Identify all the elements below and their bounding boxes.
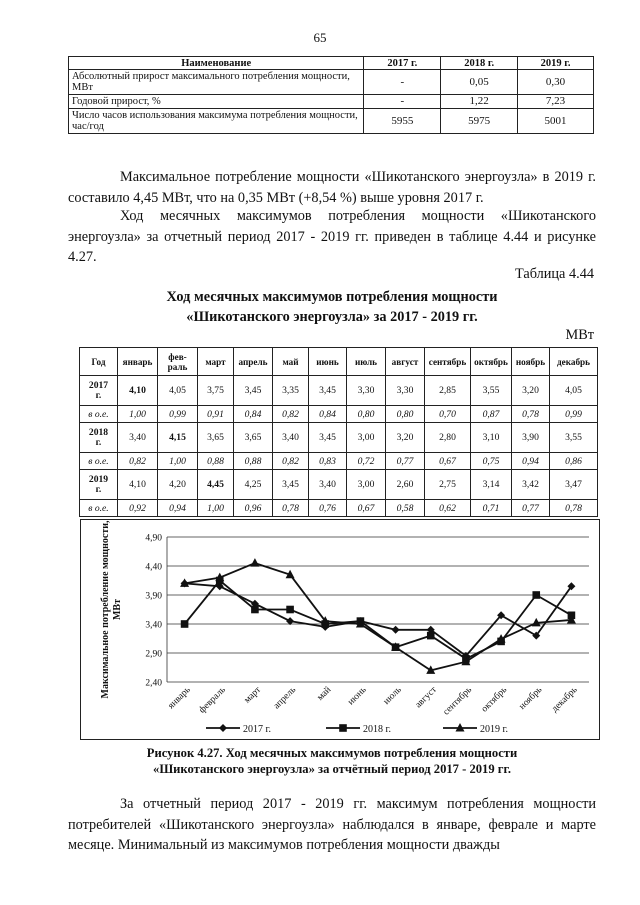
- cell: 0,80: [347, 406, 386, 423]
- paragraph-max-consumption: Максимальное потребление мощности «Шикотанского энергоузла» в 2019 г. составило 4,45 МВт, что на 0,35 МВт (+8,54 %) выше уровня 2017 г.: [68, 169, 596, 206]
- cell: 2,75: [425, 470, 471, 500]
- chart-frame: [80, 519, 600, 740]
- header-month: фев- раль: [158, 348, 198, 376]
- cell: 0,83: [309, 453, 347, 470]
- cell: 0,82: [273, 406, 309, 423]
- data-point-triangle: [250, 558, 259, 567]
- data-point-square: [427, 632, 435, 640]
- table-row-year: [80, 423, 598, 453]
- x-tick-label: июнь: [346, 685, 369, 708]
- paragraph-period-summary: За отчетный период 2017 - 2019 гг. максимум потребления мощности потребителей «Шикотанского энергоузла» наблюдался в январе, феврале и марте месяце. Минимальный из максимумов потребления мощности дважды: [68, 796, 596, 853]
- cell: 0,94: [158, 500, 198, 517]
- cell: 3,10: [471, 423, 512, 453]
- cell: -: [364, 95, 441, 109]
- cell: 0,76: [309, 500, 347, 517]
- unit-label: МВт: [565, 327, 594, 343]
- header-month: сентябрь: [425, 348, 471, 376]
- cell: 4,20: [158, 470, 198, 500]
- cell: 5975: [441, 109, 518, 134]
- data-point-diamond: [392, 626, 400, 634]
- cell: 3,45: [309, 376, 347, 406]
- cell: 1,00: [158, 453, 198, 470]
- y-tick-label: 4,90: [145, 533, 162, 544]
- series-line-1: [185, 583, 572, 656]
- cell: 0,58: [386, 500, 425, 517]
- table-header-row: [80, 348, 598, 376]
- y-tick-label: 2,90: [145, 649, 162, 660]
- y-tick-label: 3,40: [145, 620, 162, 631]
- header-name: Наименование: [69, 57, 364, 70]
- data-point-square: [251, 606, 259, 614]
- table-row: [69, 109, 594, 134]
- cell: 3,14: [471, 470, 512, 500]
- cell: 2,60: [386, 470, 425, 500]
- cell: 0,88: [234, 453, 273, 470]
- cell: 3,40: [273, 423, 309, 453]
- x-tick-label: октябрь: [479, 685, 510, 715]
- cell: 3,35: [273, 376, 309, 406]
- x-tick-label: август: [413, 685, 439, 711]
- x-tick-label: февраль: [197, 685, 228, 716]
- cell: 7,23: [518, 95, 594, 109]
- y-axis-label: Максимальное потребление мощности,: [100, 520, 111, 699]
- x-tick-label: ноябрь: [517, 685, 545, 712]
- cell: 0,30: [518, 70, 594, 95]
- cell: 0,72: [347, 453, 386, 470]
- header-month: август: [386, 348, 425, 376]
- cell: 3,90: [512, 423, 550, 453]
- power-growth-table: [68, 56, 594, 134]
- table-title-line: Ход месячных максимумов потребления мощности: [166, 289, 498, 305]
- cell: 3,30: [386, 376, 425, 406]
- legend-label: 2018 г.: [363, 724, 391, 735]
- table-title: [68, 287, 596, 327]
- row-label: 2019 г.: [80, 470, 118, 500]
- data-point-square: [532, 591, 540, 599]
- header-year: Год: [80, 348, 118, 376]
- cell: 4,25: [234, 470, 273, 500]
- x-tick-label: апрель: [271, 685, 299, 712]
- cell: 3,42: [512, 470, 550, 500]
- cell: 0,70: [425, 406, 471, 423]
- cell: 3,30: [347, 376, 386, 406]
- legend-marker-diamond: [219, 724, 227, 732]
- x-tick-label: июль: [381, 685, 404, 707]
- cell: 0,71: [471, 500, 512, 517]
- cell: 0,67: [347, 500, 386, 517]
- cell: 3,45: [309, 423, 347, 453]
- cell: 2,85: [425, 376, 471, 406]
- monthly-maxima-table: [79, 347, 598, 517]
- row-label: 2018 г.: [80, 423, 118, 453]
- header-month: январь: [118, 348, 158, 376]
- cell: 3,65: [234, 423, 273, 453]
- cell: 5001: [518, 109, 594, 134]
- cell: 0,82: [118, 453, 158, 470]
- cell: 3,00: [347, 470, 386, 500]
- table-row: [69, 70, 594, 95]
- cell: 4,05: [158, 376, 198, 406]
- cell: 0,92: [118, 500, 158, 517]
- x-tick-label: декабрь: [550, 685, 580, 715]
- cell: 0,99: [550, 406, 598, 423]
- table-row-year: [80, 470, 598, 500]
- cell: 3,40: [309, 470, 347, 500]
- paragraph-monthly-maxima: Ход месячных максимумов потребления мощности «Шикотанского энергоузла» за отчетный период 2017 - 2019 гг. приведен в таблице 4.44 и рисунке 4.27.: [68, 208, 596, 265]
- legend-label: 2019 г.: [480, 724, 508, 735]
- cell: 3,45: [234, 376, 273, 406]
- cell: 0,99: [158, 406, 198, 423]
- row-label: Число часов использования максимума потребления мощности, час/год: [69, 109, 364, 134]
- page-number: 65: [313, 30, 327, 45]
- y-axis-label: МВт: [112, 598, 123, 621]
- table-row-relative: [80, 453, 598, 470]
- cell: 3,00: [347, 423, 386, 453]
- caption-line: Рисунок 4.27. Ход месячных максимумов потребления мощности: [146, 746, 518, 760]
- series-line-2: [185, 581, 572, 659]
- series-line-3: [185, 563, 572, 670]
- cell: 0,78: [512, 406, 550, 423]
- data-point-square: [181, 620, 189, 628]
- table-row-year: [80, 376, 598, 406]
- x-tick-label: сентябрь: [441, 685, 475, 718]
- header-2017: 2017 г.: [364, 57, 441, 70]
- cell: 0,87: [471, 406, 512, 423]
- cell: 0,94: [512, 453, 550, 470]
- cell: 0,77: [512, 500, 550, 517]
- row-label: Абсолютный прирост максимального потребления мощности, МВт: [69, 70, 364, 95]
- row-label: в о.е.: [80, 406, 118, 423]
- x-tick-label: май: [315, 685, 334, 703]
- monthly-maxima-chart: [81, 520, 599, 739]
- cell: 4,05: [550, 376, 598, 406]
- cell: 3,75: [198, 376, 234, 406]
- cell: 3,47: [550, 470, 598, 500]
- cell: 3,20: [512, 376, 550, 406]
- row-label: 2017 г.: [80, 376, 118, 406]
- cell: 3,55: [471, 376, 512, 406]
- x-tick-label: январь: [166, 685, 193, 712]
- table-row-relative: [80, 406, 598, 423]
- cell: 0,05: [441, 70, 518, 95]
- row-label: в о.е.: [80, 500, 118, 517]
- header-month: июнь: [309, 348, 347, 376]
- cell: 3,65: [198, 423, 234, 453]
- cell: 0,86: [550, 453, 598, 470]
- data-point-square: [286, 606, 294, 614]
- caption-line: «Шикотанского энергоузла» за отчётный период 2017 - 2019 гг.: [153, 762, 511, 776]
- cell: 0,84: [234, 406, 273, 423]
- cell: 4,15: [158, 423, 198, 453]
- y-tick-label: 2,40: [145, 678, 162, 689]
- cell: 0,75: [471, 453, 512, 470]
- cell: 0,78: [273, 500, 309, 517]
- legend-marker-square: [339, 724, 347, 732]
- cell: 0,77: [386, 453, 425, 470]
- row-label: в о.е.: [80, 453, 118, 470]
- cell: 0,84: [309, 406, 347, 423]
- cell: 3,55: [550, 423, 598, 453]
- cell: 0,82: [273, 453, 309, 470]
- header-2019: 2019 г.: [518, 57, 594, 70]
- y-tick-label: 4,40: [145, 562, 162, 573]
- header-month: октябрь: [471, 348, 512, 376]
- header-month: май: [273, 348, 309, 376]
- cell: 4,10: [118, 376, 158, 406]
- cell: 0,80: [386, 406, 425, 423]
- header-month: апрель: [234, 348, 273, 376]
- table-row: [69, 95, 594, 109]
- cell: 0,91: [198, 406, 234, 423]
- header-month: ноябрь: [512, 348, 550, 376]
- cell: 3,45: [273, 470, 309, 500]
- header-month: декабрь: [550, 348, 598, 376]
- table-title-line: «Шикотанского энергоузла» за 2017 - 2019 гг.: [186, 309, 478, 325]
- cell: 0,88: [198, 453, 234, 470]
- table-header-row: [69, 57, 594, 70]
- cell: 1,22: [441, 95, 518, 109]
- cell: 3,20: [386, 423, 425, 453]
- figure-caption: [68, 745, 596, 777]
- cell: 0,96: [234, 500, 273, 517]
- header-month: июль: [347, 348, 386, 376]
- header-month: март: [198, 348, 234, 376]
- table-row-relative: [80, 500, 598, 517]
- table-number-label: Таблица 4.44: [514, 266, 594, 282]
- cell: 0,67: [425, 453, 471, 470]
- cell: 4,45: [198, 470, 234, 500]
- row-label: Годовой прирост, %: [69, 95, 364, 109]
- x-tick-label: март: [242, 685, 264, 706]
- cell: 2,80: [425, 423, 471, 453]
- legend-label: 2017 г.: [243, 724, 271, 735]
- cell: 5955: [364, 109, 441, 134]
- cell: -: [364, 70, 441, 95]
- cell: 4,10: [118, 470, 158, 500]
- cell: 3,40: [118, 423, 158, 453]
- header-2018: 2018 г.: [441, 57, 518, 70]
- cell: 1,00: [198, 500, 234, 517]
- cell: 0,78: [550, 500, 598, 517]
- y-tick-label: 3,90: [145, 591, 162, 602]
- cell: 0,62: [425, 500, 471, 517]
- cell: 1,00: [118, 406, 158, 423]
